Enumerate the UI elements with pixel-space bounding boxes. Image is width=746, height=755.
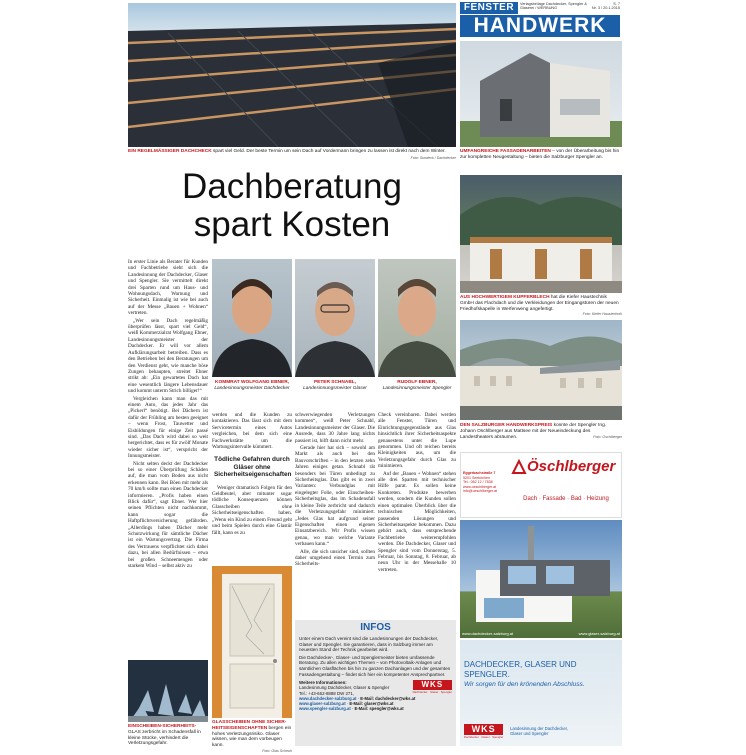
facade-photo	[460, 41, 622, 147]
info-contact-org: Landesinnung Dachdecker, Glaser & Spengler	[299, 685, 390, 691]
copper-caption: AUS HOCHWERTIGEM KUPFERBLECH hat die Kiefer Haustechnik GmbH das Flachdach und die Verkleidungen der Eingangstüren der neuen Friedhofskapelle in Werfenweng angefertigt. Foto: Kiefer Haustechnik	[460, 295, 622, 317]
oeschlberger-slogan: Dach · Fassade · Bad · Heizung	[523, 496, 609, 502]
article-col-1	[128, 259, 208, 659]
roof-illustration	[128, 3, 456, 147]
article-p3: Vergleichen kann man das mit einem Auto, das jedes Jahr das „Pickerl“ benötigt. Bei Dächern ist dafür der Frühling am besten geeignet – wenn Frost, Tauwetter und Eisbildungen für einige Zeit passé sind. „Das Dach wird dabei so weit hergerichtet, dass es für zwölf Monate wieder sicher ist“, verspricht der Innungsmeister.	[128, 395, 208, 460]
house-url-right: www.glaser-salzburg.at	[578, 631, 620, 636]
wks-ad-org: Landesinnung der Dachdecker, Glaser und Spengler	[510, 726, 568, 736]
award-photo	[460, 320, 622, 420]
oeschlberger-ad	[460, 452, 622, 518]
award-caption: DEN SALZBURGER HANDWERKSPREIS konnte der Spengler Ing. Johann Oschlberger aus Mattsee mit der Neueindeckung des Landestheaters abräumen. Foto: Oschlberger	[460, 423, 622, 440]
roof-credit: Foto: Sundeck / Dachdecker	[410, 156, 456, 160]
info-contact-tel: Tel.: +43-662-8888 DW 271,	[299, 690, 355, 696]
door-caption: GLASSCHEIBEN OHNE SICHER-HEITSEIGENSCHAFTEN bergen ein hohes Verletzungsrisiko. Glaser wissen, wie man dem vorbeugen kann. Foto: Glas Scheuh	[212, 720, 292, 753]
portrait-schnabl	[295, 259, 375, 377]
article-col-3	[295, 412, 375, 612]
portrait-caption-1: KOMMRAT WOLFGANG EBNER, Landesinnungsmeister Dachdecker	[214, 380, 290, 391]
house-url-left: www.dachdecker-salzburg.at	[462, 631, 514, 636]
article-p11: Auf der „Bauen + Wohnen“ stehen alle drei Sparten mit technischer Hilfe parat. Es sollen keine Konkreten. Produkte bewerben werden, sondern die Kunden sollen einen optimalen Überblick über die technischen Möglichkeiten, passenden Lösungen und Sicherheitsaspekte bekommen. Dazu gehört auch, dass entsprechende Fachbetriebe weiterempfohlen werden. Die Dachdecker, Glaser und Spengler sind vom Donnerstag, 5. Februar, bis Sonntag, 8. Februar, ab neun Uhr in der Messehalle 10 vertreten.	[378, 470, 456, 573]
oeschlberger-logo-icon	[511, 459, 527, 475]
roof-caption: EIN REGELMÄSSIGER DACHCHECK spart viel Geld. Der beste Termin um sein Dach auf Vordermann bringen zu lassen ist direkt nach dem Winter.	[128, 149, 446, 154]
wks-ad-headline: DACHDECKER, GLASER UND SPENGLER.	[464, 660, 577, 679]
handwerk-label: HANDWERK	[460, 15, 620, 37]
info-contact-title: Weitere Informationen:	[299, 680, 347, 686]
roof-photo	[128, 3, 456, 147]
article-p9: Alle, die sich unsicher sind, sollten daher umgehend einen Termin zum Sicherheits-	[295, 548, 375, 568]
info-p2: Die Dachdecker-, Glaser- und Spenglermeister bieten umfassende Beratung. Zu allen wichtigen Themen – von Photovoltaik-Anlagen und sämtlichen Glasflächen bis hin zu ganzen Dachanlagen und der gesamten Fassadengestaltung – findet sich hier ein kompetenter Ansprechpartner.	[299, 654, 451, 677]
article-p2: „Wer sein Dach regelmäßig überprüfen lässt, spart viel Geld“, weiß Kommerzialrat Wolfgang Ebner, Landesinnungsmeister der Dachdecker. Er will vor allem Aufklärungsarbeit betreiben. Dass es den Betrieben bei den Beratungen um den Verdienst geht, wie manche böse Zungen behaupten, streitet Ebner strikt ab: „Ein gewartetes Dach hat eine wesentlich längere Lebensdauer und kommt unterm Strich billiger!“	[128, 317, 208, 395]
wks-logo-small: WKS Dachdecker · Glaser · Spengler	[412, 680, 452, 695]
article-p4: Nicht selten deckt der Dachdecker bei so einer Überprüfung Schäden auf, die man vom Boden aus nicht erkennen kann. Bei Böen mit mehr als 70 km/h sollte man einen Dachdecker informieren. „Profis haben einen Blick dafür“, sagt Ebner. Wer hier seinen Pflichten nicht nachkommt, kann sogar die Haftpflichtversicherung gefährden. „Allerdings haben Dächer mehr Schutzwirkung für sämtliche Dächer ist ein Wartungsvertrag. Die Firma des Vertrauens verpflichtet sich dabei dazu, bei allen Bedürfnissen – etwa bei großen Schneemengen oder starkem Wind – selbst aktiv zu	[128, 460, 208, 570]
oeschlberger-brand: Öschlberger	[527, 458, 616, 475]
glass-caption: EINSCHEIBEN-SICHERHEITS- GLAS zerbricht im Schadensfall in kleine Stücke, verhindert die Verletzungsgefahr.	[128, 724, 201, 747]
article-p8: Gerade hier hat sich – sowohl am Markt als auch bei den Bauvorschriften – in den letzten zehn Jahren einiges getan. Schnabl rät besonders bei Türen unbedingt zu Sicherheitsglas. Das gibt es in zwei Varianten: Verbundglas mit eingelegter Folie, oder Einscheiben-Sicherheitsglas, das im Schadensfall in kleine Teile zerbricht und dadurch die Verletzungsgefahr minimiert. „Jedes Glas hat aufgrund seiner Eigenschaften einen eigenen Einsatzbereich. Wir Profis wissen genau, wo man welche Variante verbauen kann.“	[295, 445, 375, 548]
facade-caption: UMFANGREICHE FASSADENARBEITEN – von der Überarbeitung bis hin zur kompletten Neugestaltung – bieten die Salzburger Spengler an.	[460, 149, 620, 160]
wks-ad-tagline: Wir sorgen für den krönenden Abschluss.	[464, 681, 585, 688]
article-col-4	[378, 412, 456, 612]
copper-photo	[460, 175, 622, 293]
header-meta: Verlagsbeilage Dachdecker, Spengler & S. 7 Glaserei / WERBUNG Nr. 3 / 20.1.2015	[520, 2, 620, 11]
headline	[128, 168, 456, 244]
info-link-glaser[interactable]: www.glaser-salzburg.at	[299, 700, 346, 706]
article-p7: schwerwiegenden Verletzungen kommen“, weiß Peter Schnabl, Landesinnungsmeister der Glaser. Die Ausrede, dass 30 Jahre lang nichts passiert ist, hilft dann nicht mehr.	[295, 412, 375, 444]
headline-line2: spart Kosten	[193, 205, 391, 244]
portrait-caption-2: PETER SCHNABL, Landesinnungsmeister Glaser	[303, 380, 367, 391]
info-link-spengler[interactable]: www.spengler-salzburg.at	[299, 706, 351, 712]
info-box-title: INFOS	[360, 622, 391, 633]
wks-ad-logo: WKS Dachdecker · Glaser · Spengler	[464, 724, 504, 739]
oeschlberger-contact: Eggerbachstraße 7 5201 Seekirchen Tel.: 062 12 / 7838 www.oeschlberger.at info@oeschlberger.at	[463, 471, 498, 494]
portrait-caption-3: RUDOLF EBNER, Landesinnungsmeister Spengler	[382, 380, 452, 391]
article-p10: Check vereinbaren. Dabei werden alle Fenster, Türen und Einrichtungsgegenstände aus Glas hinsichtlich ihrer Sicherheitsaspekte genauestens unter die Lupe genommen. Und oft reichen bereits Kleinigkeiten aus, um die Verletzungsgefahr durch Glas zu minimieren.	[378, 412, 456, 470]
page-header	[458, 2, 622, 38]
fenster-label: FENSTER	[460, 2, 518, 14]
article-subhead: Tödliche Gefahren durch Gläser ohne Sicherheitseigenschaften	[214, 456, 292, 479]
portrait-ebner-w	[212, 259, 292, 377]
portrait-ebner-r	[378, 259, 456, 377]
article-p6: Weniger dramatisch Folgen für den Geldbeutel, aber mitunter sogar tödliche Konsequenzen können Glasscheiben ohne Sicherheitseigenschaften haben. „Wenn ein Kind zu einem Freund geht und beim Spielen durch eine Glastür fällt, kann es zu	[212, 484, 292, 536]
info-link-dachdecker[interactable]: www.dachdecker-salzburg.at	[299, 695, 357, 701]
info-p1: Unter einem Dach vereint sind die Landesinnungen der Dachdecker, Glaser und Spengler. Sie garantieren, dass in Salzburg immer am neuesten Stand der Technik gearbeitet wird.	[299, 636, 439, 653]
door-photo	[212, 566, 292, 718]
info-box: INFOS Unter einem Dach vereint sind die Landesinnungen der Dachdecker, Glaser und Spengler. Sie garantieren, dass in Salzburg immer am neuesten Stand der Technik gearbeitet wird. Die Dachdecker-, Glaser- und Spenglermeister bieten umfassende Beratung. Zu allen wichtigen Themen – von Photovoltaik-Anlagen und sämtlichen Glasflächen bis hin zu ganzen Dachanlagen und der gesamten Fassadengestaltung – findet sich hier ein kompetenter Ansprechpartner. Weitere Informationen: Landesinnung Dachdecker, Glaser & Spengler Tel.: +43-662-8888 DW 271, WKS Dachdecker · Glaser · Spengler www.dachdecker-salzburg.at · E-Mail: dachdecker@wks.at www.glaser-salzburg.at · E-Mail: glaser@wks.at www.spengler-salzburg.at · E-Mail: spengler@wks.at	[295, 620, 456, 746]
glass-photo	[128, 660, 208, 722]
article-col-2	[212, 412, 292, 562]
article-p1: In erster Linie als Berater für Kunden und Fachbetriebe sieht sich die Landesinnung der Dachdecker, Glaser und Spengler. Sie vermittelt direkt drei Sparten rund um Haus- und Wohnungsdach, Warnung und Sicherheit. Einmalig ist wie bei auch auf der Messe „Bauen + Wohnen“ vertreten.	[128, 259, 208, 317]
house-photo	[460, 520, 622, 638]
wks-ad	[460, 640, 622, 746]
article-p5: werden und die Kunden zu kontaktieren. Das lässt sich mit dem Servicetermin eines Autos vergleichen, bei dem sich eine Fachwerkstätte um die Wartungsintervalle kümmert.	[212, 412, 292, 451]
facade-illustration	[460, 41, 622, 147]
headline-line1: Dachberatung	[182, 167, 402, 206]
